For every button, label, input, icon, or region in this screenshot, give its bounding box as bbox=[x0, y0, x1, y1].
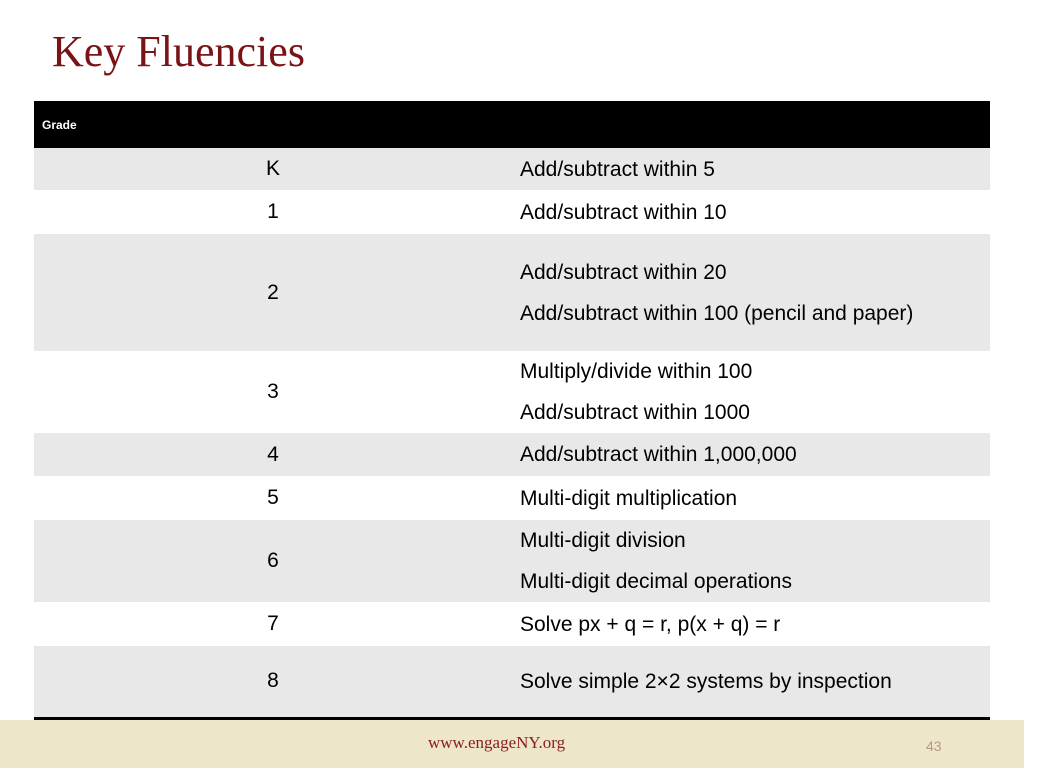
fluency-item: Add/subtract within 20 bbox=[520, 260, 727, 284]
grade-cell: 7 bbox=[267, 612, 279, 635]
fluency-cell bbox=[512, 646, 990, 718]
table-row bbox=[34, 433, 990, 476]
fluency-item: Add/subtract within 5 bbox=[520, 157, 715, 181]
fluency-item: Add/subtract within 1,000,000 bbox=[520, 443, 797, 466]
grade-column-header: Grade bbox=[34, 101, 512, 148]
fluency-item: Multiply/divide within 100 bbox=[520, 360, 753, 383]
fluency-item: Solve px + q = r, p(x + q) = r bbox=[520, 612, 781, 636]
fluency-column-header: Required Fluency bbox=[512, 101, 990, 148]
fluency-item: Multi-digit decimal operations bbox=[520, 570, 792, 593]
table-row bbox=[34, 351, 990, 433]
grade-cell: K bbox=[34, 148, 512, 190]
table-row bbox=[34, 148, 990, 190]
fluency-cell bbox=[512, 476, 990, 520]
fluency-item: Multi-digit multiplication bbox=[520, 486, 738, 510]
grade-cell: 4 bbox=[34, 433, 512, 476]
table-row bbox=[34, 520, 990, 602]
table-row bbox=[34, 646, 990, 718]
fluency-table bbox=[34, 101, 1050, 720]
fluency-item: Add/subtract within 1000 bbox=[520, 401, 750, 424]
slide-title: Key Fluencies bbox=[52, 27, 305, 76]
fluency-cell bbox=[512, 433, 990, 476]
grade-cell: 6 bbox=[34, 520, 512, 602]
grade-cell: 8 bbox=[34, 646, 512, 718]
fluency-cell bbox=[512, 351, 990, 433]
fluency-cell bbox=[512, 602, 990, 646]
fluency-item: Solve simple 2×2 systems by inspection bbox=[520, 669, 892, 693]
fluency-item: Add/subtract within 10 bbox=[520, 200, 727, 224]
table-row bbox=[34, 602, 990, 646]
fluency-item: Add/subtract within 100 (pencil and paper) bbox=[520, 301, 914, 325]
fluency-cell bbox=[512, 234, 990, 351]
table-row bbox=[34, 476, 990, 520]
grade-cell: 3 bbox=[267, 380, 279, 403]
grade-cell: 1 bbox=[267, 200, 279, 223]
page-number: 43 bbox=[926, 738, 942, 754]
table-row bbox=[34, 190, 990, 234]
fluency-cell bbox=[512, 520, 990, 602]
grade-cell: 5 bbox=[267, 486, 279, 509]
fluency-cell bbox=[512, 148, 990, 190]
fluency-cell bbox=[512, 190, 990, 234]
table-header-row bbox=[34, 101, 990, 148]
fluency-item: Multi-digit division bbox=[520, 529, 686, 552]
table-row bbox=[34, 234, 990, 351]
footer-url[interactable]: www.engageNY.org bbox=[428, 733, 566, 752]
grade-cell: 2 bbox=[34, 234, 512, 351]
